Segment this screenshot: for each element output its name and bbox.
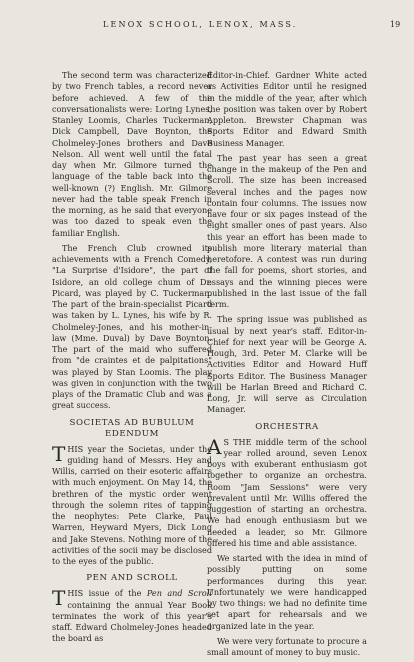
societas-heading-line-1: SOCIETAS AD BUBULUM <box>69 417 195 428</box>
orchestra-paragraph-2: We started with the idea in mind of possibly putting on some performances during this year. Unfortunately we were handicapped by two things: we had no definite time set apart for rehearsals and we organized late in the year. <box>207 553 367 631</box>
makeup-paragraph: The past year has seen a great change in the makeup of the Pen and Scroll. The size has been increased several inches and the pages now contain four columns. The issues now have four or six pages instead of the eight smaller ones of past years. Also this year an effort has been made to publish more literary material than heretofore. A contest was run during the fall for poems, short stories, and essays and the winning pieces were published in the last issue of the fall term. <box>207 152 367 309</box>
spring-issue-paragraph: The spring issue was published as usual by next year's staff. Editor-in-Chief for next year will be George A. Hough, 3rd. Peter M. Clarke will be Activities Editor and Howard Huff Sports Editor. The Business Manager will be Harlan Breed and Richard C. Long, Jr. will serve as Circulation Manager. <box>207 314 367 415</box>
societas-heading-line-2: EDENDUM <box>104 428 160 439</box>
pen-and-scroll-heading: PEN AND SCROLL <box>86 573 178 584</box>
orchestra-paragraph-1 <box>207 434 367 550</box>
left-column <box>52 70 212 649</box>
right-column <box>207 70 367 662</box>
running-header <box>0 20 414 34</box>
french-club-paragraph: The French Club crowned its achievements with a French Comedy, "La Surprise d'Isidore", the part of Isidore, an old college chum of Dr. Picard, was played by C. Tuckerman. The part of the brain-specialist Picard was taken by L. Lynes, his wife by R. Cholmeley-Jones, and his mother-in-law (Mme. Duval) by Dave Boynton. The part of the maid who suffered from "de craintes et de palpitations" was played by Stan Loomis. The play was given in conjunction with the two plays of the Dramatic Club and was a great success. <box>52 242 212 411</box>
orchestra-dropcap: A <box>207 434 222 459</box>
pen-and-scroll-paragraph <box>52 588 212 644</box>
orchestra-paragraph-3: We were very fortunate to procure a small amount of money to buy music. <box>207 635 367 657</box>
pen-text-start: HIS issue of the <box>67 588 147 599</box>
societas-paragraph <box>52 441 212 568</box>
pen-text-title: Pen and Scroll <box>146 588 212 599</box>
running-title: LENOX SCHOOL, LENOX, MASS. <box>103 20 298 29</box>
pen-dropcap: T <box>52 586 66 611</box>
orchestra-heading: ORCHESTRA <box>255 421 319 432</box>
french-table-paragraph: The second term was characterized by two French tables, a record never before achieved. A few of the conversationalists were: Loring Lynes, Stanley Loomis, Charles Tuckerman, Dick Campbell, Dave Boynton, the Cholmeley-Jones brothers and Dave Nelson. All went well until the fatal day when Mr. Gilmore turned the language of the table back into the well-known (?) English. Mr. Gilmore never had the table speak French in the morning, as he said that everyone was too dazed to speak even the familiar English. <box>52 70 212 238</box>
societas-heading <box>52 418 212 440</box>
pen-text-end: containing the annual Year Book terminates the work of this year's staff. Edward Cholmeley-Jones headed the board as <box>52 599 212 644</box>
societas-text: HIS year the Societas, under the guiding hand of Messrs. Hey and Willis, carried on their esoteric affairs with much enjoyment. On May 14, the brethren of the mystic order went through the solemn rites of tapping the neophytes: Pete Clarke, Paul Warren, Heyward Myers, Dick Long and Jake Stevens. Nothing more of the activities of the socii may be disclosed to the eyes of the public. <box>52 443 212 566</box>
page-number: 19 <box>390 20 401 29</box>
editor-paragraph: Editor-in-Chief. Gardner White acted as Activities Editor until he resigned in the middle of the year, after which the position was taken over by Robert Appleton. Brewster Chapman was Sports Editor and Edward Smith Business Manager. <box>207 70 367 148</box>
orchestra-text-1: S THE middle term of the school year rolled around, seven Lenox boys with exuberant enthusiasm got together to organize an orchestra. Room "Jam Sessions" were very prevalent until Mr. Willis offered the suggestion of starting an orchestra. We had enough enthusiasm but we needed a leader, so Mr. Gilmore offered his time and able assistance. <box>207 436 367 548</box>
societas-dropcap: T <box>52 441 66 466</box>
